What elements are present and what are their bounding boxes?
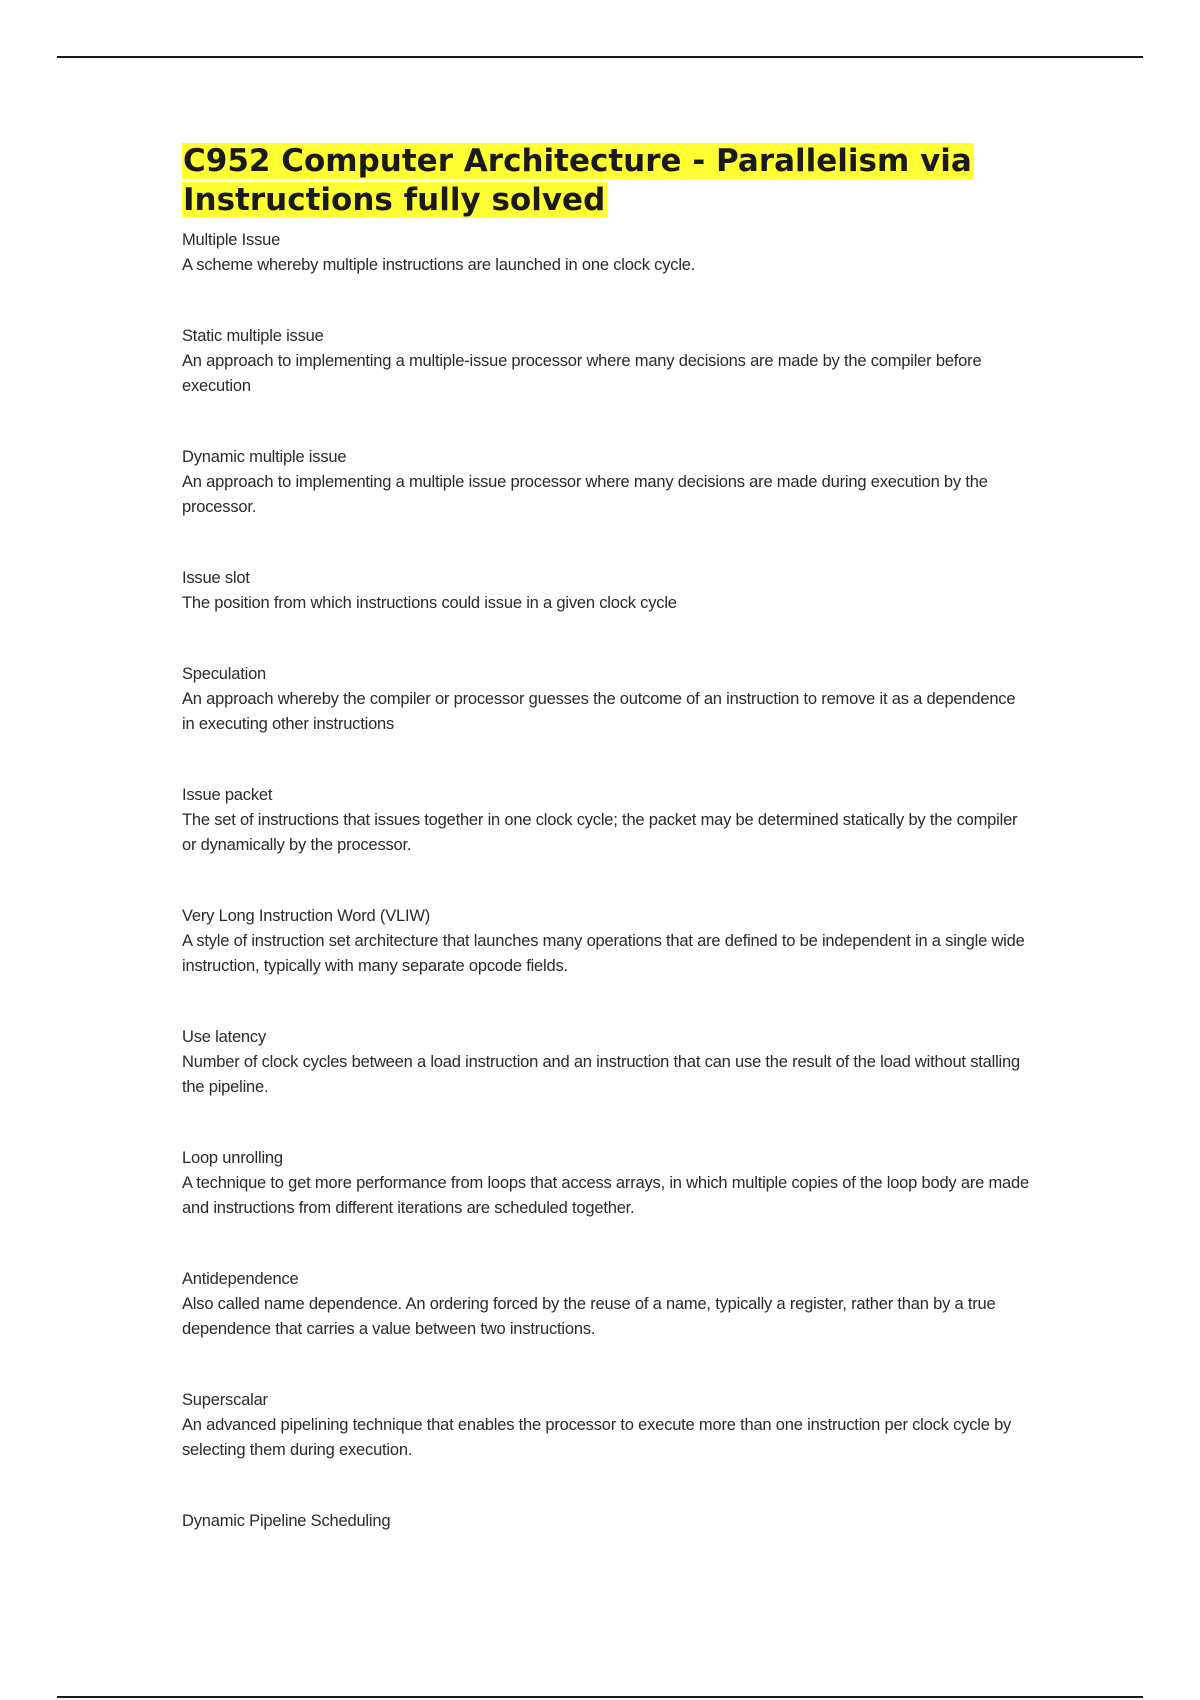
entry-term: Dynamic Pipeline Scheduling [182,1512,391,1530]
document-body [182,142,1032,1580]
entry-multiple-issue [182,228,1032,278]
entry-definition: A technique to get more performance from loops that access arrays, in which multiple copies of the loop body are made and instructions from different iterations are scheduled together. [182,1174,1029,1217]
entry-definition: Number of clock cycles between a load instruction and an instruction that can use the result of the load without stalling the pipeline. [182,1053,1020,1096]
entry-dynamic-pipeline-scheduling [182,1509,1032,1534]
entry-term: Use latency [182,1028,267,1046]
entry-term: Issue packet [182,786,273,804]
entry-vliw [182,904,1032,979]
entry-term: Speculation [182,665,267,683]
entry-term: Very Long Instruction Word (VLIW) [182,907,431,925]
entry-term: Superscalar [182,1391,268,1409]
entry-definition: A style of instruction set architecture that launches many operations that are defined to be independent in a single wide instruction, typically with many separate opcode fields. [182,932,1025,975]
entry-term: Static multiple issue [182,327,324,345]
entry-use-latency [182,1025,1032,1100]
footer-rule [57,1696,1143,1698]
document-title [182,142,1032,220]
entry-dynamic-multiple-issue [182,445,1032,520]
entry-antidependence [182,1267,1032,1342]
entry-definition: An approach to implementing a multiple issue processor where many decisions are made during execution by the processor. [182,473,988,516]
header-rule [57,56,1143,58]
entry-definition: Also called name dependence. An ordering forced by the reuse of a name, typically a register, rather than by a true dependence that carries a value between two instructions. [182,1295,996,1338]
entry-definition: The position from which instructions could issue in a given clock cycle [182,594,677,612]
entry-term: Multiple Issue [182,231,281,249]
entry-loop-unrolling [182,1146,1032,1221]
entry-superscalar [182,1388,1032,1463]
entry-term: Dynamic multiple issue [182,448,347,466]
entry-term: Issue slot [182,569,250,587]
entry-definition: An approach to implementing a multiple-issue processor where many decisions are made by the compiler before execution [182,352,982,395]
entry-issue-packet [182,783,1032,858]
entry-speculation [182,662,1032,737]
entry-term: Loop unrolling [182,1149,283,1167]
entry-definition: The set of instructions that issues together in one clock cycle; the packet may be determined statically by the compiler or dynamically by the processor. [182,811,1018,854]
entry-issue-slot [182,566,1032,616]
entry-definition: An approach whereby the compiler or processor guesses the outcome of an instruction to remove it as a dependence in executing other instructions [182,690,1016,733]
entry-term: Antidependence [182,1270,299,1288]
title-highlight: C952 Computer Architecture - Parallelism via Instructions fully solved [183,143,972,218]
entry-definition: A scheme whereby multiple instructions are launched in one clock cycle. [182,256,696,274]
entry-definition: An advanced pipelining technique that enables the processor to execute more than one instruction per clock cycle by selecting them during execution. [182,1416,1012,1459]
entry-static-multiple-issue [182,324,1032,399]
